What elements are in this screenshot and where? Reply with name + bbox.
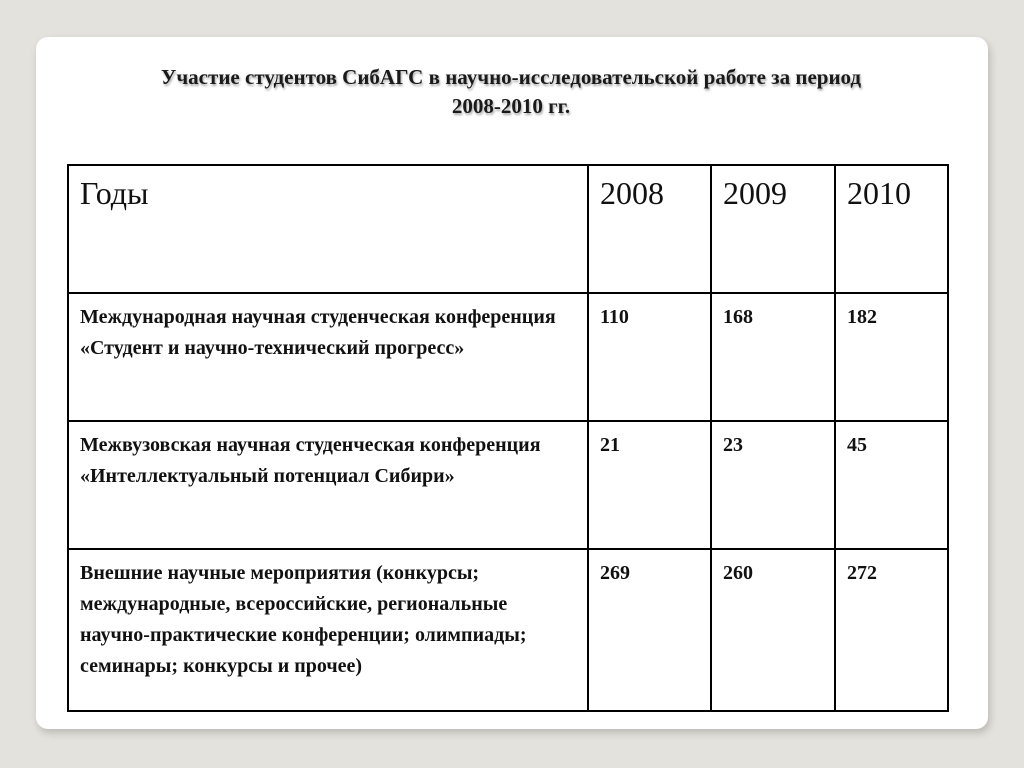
page-title [76, 63, 946, 121]
header-row [68, 165, 948, 293]
value-cell: 23 [711, 421, 835, 549]
header-cell-2010: 2010 [835, 165, 948, 293]
value-cell: 182 [835, 293, 948, 421]
table-row [68, 421, 948, 549]
row-label: Внешние научные мероприятия (конкурсы; международные, всероссийские, региональные научно-практические конференции; олимпиады; семинары; конкурсы и прочее) [68, 549, 588, 711]
participation-table [67, 164, 949, 712]
header-cell-2008: 2008 [588, 165, 711, 293]
value-cell: 168 [711, 293, 835, 421]
row-label: Межвузовская научная студенческая конференция «Интеллектуальный потенциал Сибири» [68, 421, 588, 549]
row-label: Международная научная студенческая конференция «Студент и научно-технический прогресс» [68, 293, 588, 421]
value-cell: 21 [588, 421, 711, 549]
table-row [68, 293, 948, 421]
title-line-2: 2008-2010 гг. [451, 94, 571, 118]
value-cell: 45 [835, 421, 948, 549]
value-cell: 269 [588, 549, 711, 711]
header-cell-years: Годы [68, 165, 588, 293]
value-cell: 272 [835, 549, 948, 711]
header-cell-2009: 2009 [711, 165, 835, 293]
value-cell: 110 [588, 293, 711, 421]
title-line-1: Участие студентов СибАГС в научно-исследовательской работе за период [160, 65, 862, 89]
slide [36, 37, 988, 729]
value-cell: 260 [711, 549, 835, 711]
table-row [68, 549, 948, 711]
